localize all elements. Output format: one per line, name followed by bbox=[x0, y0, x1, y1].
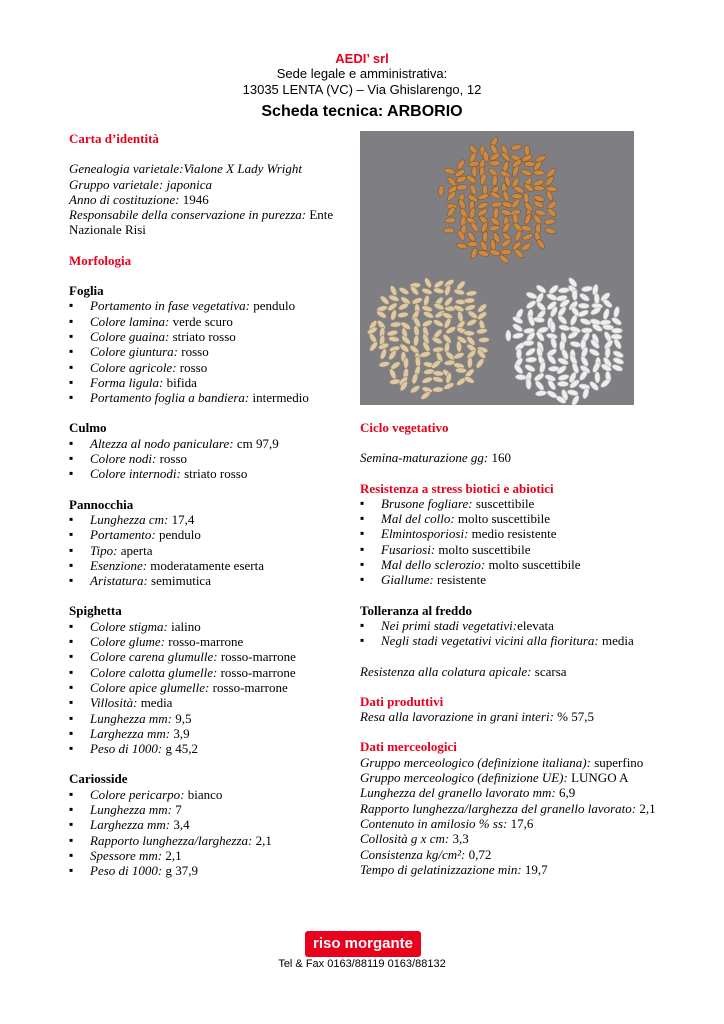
carta-label: Gruppo varietale: japonica bbox=[69, 176, 212, 192]
item-label: Villosità: bbox=[90, 695, 138, 711]
list-item bbox=[360, 816, 690, 831]
list-item bbox=[360, 847, 690, 862]
item-label: Portamento foglia a bandiera: bbox=[90, 390, 250, 406]
company-name: AEDI’ srl bbox=[335, 51, 389, 66]
colatura-line bbox=[360, 664, 690, 679]
list-item bbox=[360, 572, 690, 587]
list-item bbox=[360, 618, 690, 633]
carta-line bbox=[69, 161, 349, 176]
item-label: Giallume: bbox=[381, 572, 434, 588]
carta-value: Ente Nazionale Risi bbox=[69, 207, 334, 238]
list-item bbox=[360, 633, 690, 648]
carta-label: Genealogia varietale: bbox=[69, 161, 184, 177]
list-item bbox=[69, 451, 349, 466]
item-label: Larghezza mm: bbox=[90, 725, 171, 741]
item-value: ialino bbox=[167, 618, 201, 634]
item-value: striato rosso bbox=[169, 328, 236, 344]
merceologici-title: Dati merceologici bbox=[360, 739, 457, 755]
item-value: 2,1 bbox=[162, 847, 182, 863]
list-item bbox=[360, 785, 690, 800]
resistenza-title: Resistenza a stress biotici e abiotici bbox=[360, 480, 554, 496]
item-label: Colore lamina: bbox=[90, 313, 170, 329]
item-label: Peso di 1000: bbox=[90, 741, 163, 757]
item-label: Colore calotta glumelle: bbox=[90, 664, 218, 680]
ciclo-line bbox=[360, 450, 690, 465]
footer-tel: Tel & Fax 0163/88119 0163/88132 bbox=[278, 958, 446, 970]
item-label: Mal dello sclerozio: bbox=[381, 557, 486, 573]
produttivi-line bbox=[360, 709, 690, 724]
item-label: Colore stigma: bbox=[90, 618, 168, 634]
section-title: Spighetta bbox=[69, 603, 122, 619]
item-label: Collosità g x cm: bbox=[360, 831, 450, 847]
rice-grains-image bbox=[360, 131, 634, 405]
item-label: Brusone fogliare: bbox=[381, 495, 473, 511]
item-label: Colore nodi: bbox=[90, 451, 157, 467]
section-title: Pannocchia bbox=[69, 496, 134, 512]
list-item bbox=[69, 573, 349, 588]
list-item bbox=[360, 557, 690, 572]
item-value: 9,5 bbox=[171, 710, 192, 726]
paddy-rice-pile bbox=[438, 136, 558, 265]
item-label: Gruppo merceologico (definizione italiana): bbox=[360, 754, 591, 770]
item-value: 2,1 bbox=[636, 800, 656, 816]
item-label: Colore internodi: bbox=[90, 466, 181, 482]
resistenza-list bbox=[360, 496, 690, 588]
list-item bbox=[69, 665, 349, 680]
page-title: Scheda tecnica: ARBORIO bbox=[261, 103, 463, 120]
list-item bbox=[69, 360, 349, 375]
list-item bbox=[69, 375, 349, 390]
section-list bbox=[69, 512, 349, 588]
item-value: rosso bbox=[156, 451, 188, 467]
item-label: Peso di 1000: bbox=[90, 863, 163, 879]
item-value: 3,3 bbox=[449, 831, 469, 847]
item-value: 3,9 bbox=[170, 725, 190, 741]
item-label: Fusariosi: bbox=[381, 541, 436, 557]
list-item bbox=[360, 526, 690, 541]
carta-block bbox=[69, 161, 349, 237]
list-item bbox=[69, 741, 349, 756]
carta-line bbox=[69, 177, 349, 192]
section-title: Cariosside bbox=[69, 771, 128, 787]
item-value: media bbox=[598, 633, 634, 649]
list-item bbox=[69, 680, 349, 695]
item-label: Altezza al nodo paniculare: bbox=[90, 435, 234, 451]
list-item bbox=[69, 558, 349, 573]
item-value: molto suscettibile bbox=[485, 557, 581, 573]
list-item bbox=[360, 755, 690, 770]
ciclo-title: Ciclo vegetativo bbox=[360, 420, 449, 435]
list-item bbox=[69, 711, 349, 726]
list-item bbox=[69, 466, 349, 481]
list-item bbox=[69, 649, 349, 664]
item-value: 17,6 bbox=[507, 815, 534, 831]
item-label: Portamento in fase vegetativa: bbox=[90, 298, 250, 314]
item-value: suscettibile bbox=[472, 495, 535, 511]
item-value: 6,9 bbox=[555, 785, 576, 801]
item-label: Gruppo merceologico (definizione UE): bbox=[360, 770, 568, 786]
item-label: Lunghezza mm: bbox=[90, 710, 172, 726]
item-label: Lunghezza cm: bbox=[90, 511, 169, 527]
carta-label: Anno di costituzione: bbox=[69, 191, 180, 207]
list-item bbox=[360, 496, 690, 511]
item-value: aperta bbox=[117, 542, 153, 558]
item-value: medio resistente bbox=[468, 526, 557, 542]
list-item bbox=[69, 695, 349, 710]
item-value: verde scuro bbox=[169, 313, 233, 329]
carta-label: Responsabile della conservazione in purezza: bbox=[69, 207, 307, 223]
carta-line bbox=[69, 207, 349, 238]
list-item bbox=[69, 863, 349, 878]
item-label: Lunghezza del granello lavorato mm: bbox=[360, 785, 556, 801]
item-value: LUNGO A bbox=[567, 770, 629, 786]
item-label: Esenzione: bbox=[90, 557, 148, 573]
item-value: cm 97,9 bbox=[233, 435, 279, 451]
item-value: pendulo bbox=[249, 298, 296, 314]
item-label: Tempo di gelatinizzazione min: bbox=[360, 861, 522, 877]
freddo-list bbox=[360, 618, 690, 649]
morfologia-title: Morfologia bbox=[69, 252, 132, 268]
item-label: Consistenza kg/cm²: bbox=[360, 846, 466, 862]
item-label: Colore carena glumulle: bbox=[90, 649, 218, 665]
item-label: Contenuto in amilosio % ss: bbox=[360, 815, 508, 831]
item-value: 7 bbox=[171, 801, 182, 817]
item-label: Rapporto lunghezza/larghezza del granello lavorato: bbox=[360, 800, 637, 816]
merceologici-list bbox=[360, 755, 690, 877]
list-item bbox=[69, 512, 349, 527]
colatura-value: scarsa bbox=[531, 663, 567, 679]
carta-title: Carta d’identità bbox=[69, 131, 159, 146]
item-label: Negli stadi vegetativi vicini alla fioritura: bbox=[381, 633, 599, 649]
list-item bbox=[360, 511, 690, 526]
carta-line bbox=[69, 192, 349, 207]
item-value: rosso-marrone bbox=[164, 634, 244, 650]
item-value: g 45,2 bbox=[162, 741, 198, 757]
list-item bbox=[69, 436, 349, 451]
list-item bbox=[69, 527, 349, 542]
item-value: 2,1 bbox=[252, 832, 272, 848]
list-item bbox=[360, 831, 690, 846]
list-item bbox=[360, 801, 690, 816]
item-label: Aristatura: bbox=[90, 573, 148, 589]
rice-photo bbox=[360, 131, 634, 405]
item-label: Elmintosporiosi: bbox=[381, 526, 469, 542]
list-item bbox=[69, 543, 349, 558]
item-value: pendulo bbox=[155, 527, 201, 543]
item-label: Larghezza mm: bbox=[90, 817, 171, 833]
item-value: molto suscettibile bbox=[454, 511, 550, 527]
item-value: superfino bbox=[590, 754, 644, 770]
section-list bbox=[69, 436, 349, 482]
colatura-label: Resistenza alla colatura apicale: bbox=[360, 663, 532, 679]
item-value: semimutica bbox=[147, 573, 211, 589]
list-item bbox=[360, 770, 690, 785]
item-value: media bbox=[137, 695, 173, 711]
list-item bbox=[69, 314, 349, 329]
list-item bbox=[69, 802, 349, 817]
item-label: Rapporto lunghezza/larghezza: bbox=[90, 832, 253, 848]
item-value: rosso-marrone bbox=[209, 679, 288, 695]
list-item bbox=[69, 619, 349, 634]
section-title: Foglia bbox=[69, 283, 104, 299]
item-value: rosso-marrone bbox=[217, 649, 296, 665]
section-list bbox=[69, 787, 349, 879]
list-item bbox=[69, 787, 349, 802]
list-item bbox=[69, 390, 349, 405]
list-item bbox=[69, 726, 349, 741]
item-label: Portamento: bbox=[90, 527, 156, 543]
list-item bbox=[360, 542, 690, 557]
item-value: intermedio bbox=[249, 390, 309, 406]
freddo-title: Tolleranza al freddo bbox=[360, 602, 472, 618]
item-label: Mal del collo: bbox=[381, 511, 455, 527]
produttivi-label: Resa alla lavorazione in grani interi: bbox=[360, 709, 554, 725]
left-column bbox=[69, 131, 349, 878]
list-item bbox=[69, 329, 349, 344]
carta-value: Vialone X Lady Wright bbox=[183, 161, 302, 177]
list-item bbox=[69, 634, 349, 649]
item-label: Colore pericarpo: bbox=[90, 786, 185, 802]
list-item bbox=[69, 817, 349, 832]
item-label: Colore agricole: bbox=[90, 359, 177, 375]
riso-morgante-logo: riso morgante bbox=[305, 931, 421, 957]
list-item bbox=[69, 344, 349, 359]
item-label: Colore guaina: bbox=[90, 328, 170, 344]
address-line-1: Sede legale e amministrativa: bbox=[276, 66, 448, 81]
section-list bbox=[69, 298, 349, 405]
list-item bbox=[360, 862, 690, 877]
item-value: 3,4 bbox=[170, 817, 190, 833]
address-line-2: 13035 LENTA (VC) – Via Ghislarengo, 12 bbox=[242, 82, 482, 97]
item-value: 0,72 bbox=[465, 846, 492, 862]
item-value: molto suscettibile bbox=[435, 541, 531, 557]
section-list bbox=[69, 619, 349, 757]
item-label: Colore apice glumelle: bbox=[90, 679, 210, 695]
item-value: bianco bbox=[184, 786, 223, 802]
item-label: Colore giuntura: bbox=[90, 344, 178, 360]
list-item bbox=[69, 848, 349, 863]
item-label: Spessore mm: bbox=[90, 847, 163, 863]
item-label: Colore glume: bbox=[90, 634, 165, 650]
carta-value: 1946 bbox=[179, 191, 209, 207]
item-value: elevata bbox=[517, 617, 554, 633]
produttivi-value: % 57,5 bbox=[553, 709, 594, 725]
item-value: moderatamente eserta bbox=[147, 557, 264, 573]
item-label: Nei primi stadi vegetativi: bbox=[381, 617, 518, 633]
white-rice-pile bbox=[506, 276, 625, 405]
item-value: 17,4 bbox=[168, 511, 195, 527]
item-value: rosso-marrone bbox=[217, 664, 296, 680]
list-item bbox=[69, 298, 349, 313]
produttivi-title: Dati produttivi bbox=[360, 693, 444, 709]
item-value: bifida bbox=[163, 374, 197, 390]
list-item bbox=[69, 833, 349, 848]
item-value: g 37,9 bbox=[162, 863, 198, 879]
morfologia-sections bbox=[69, 283, 349, 878]
item-value: rosso bbox=[178, 344, 209, 360]
ciclo-value: 160 bbox=[488, 450, 511, 466]
item-label: Tipo: bbox=[90, 542, 118, 558]
ciclo-label: Semina-maturazione gg: bbox=[360, 450, 489, 466]
brown-rice-pile bbox=[366, 277, 489, 401]
item-label: Lunghezza mm: bbox=[90, 801, 172, 817]
item-value: 19,7 bbox=[521, 861, 548, 877]
section-title: Culmo bbox=[69, 420, 107, 436]
item-label: Forma ligula: bbox=[90, 374, 164, 390]
item-value: striato rosso bbox=[180, 466, 248, 482]
item-value: rosso bbox=[176, 359, 208, 375]
right-column bbox=[360, 420, 690, 877]
item-value: resistente bbox=[433, 572, 487, 588]
